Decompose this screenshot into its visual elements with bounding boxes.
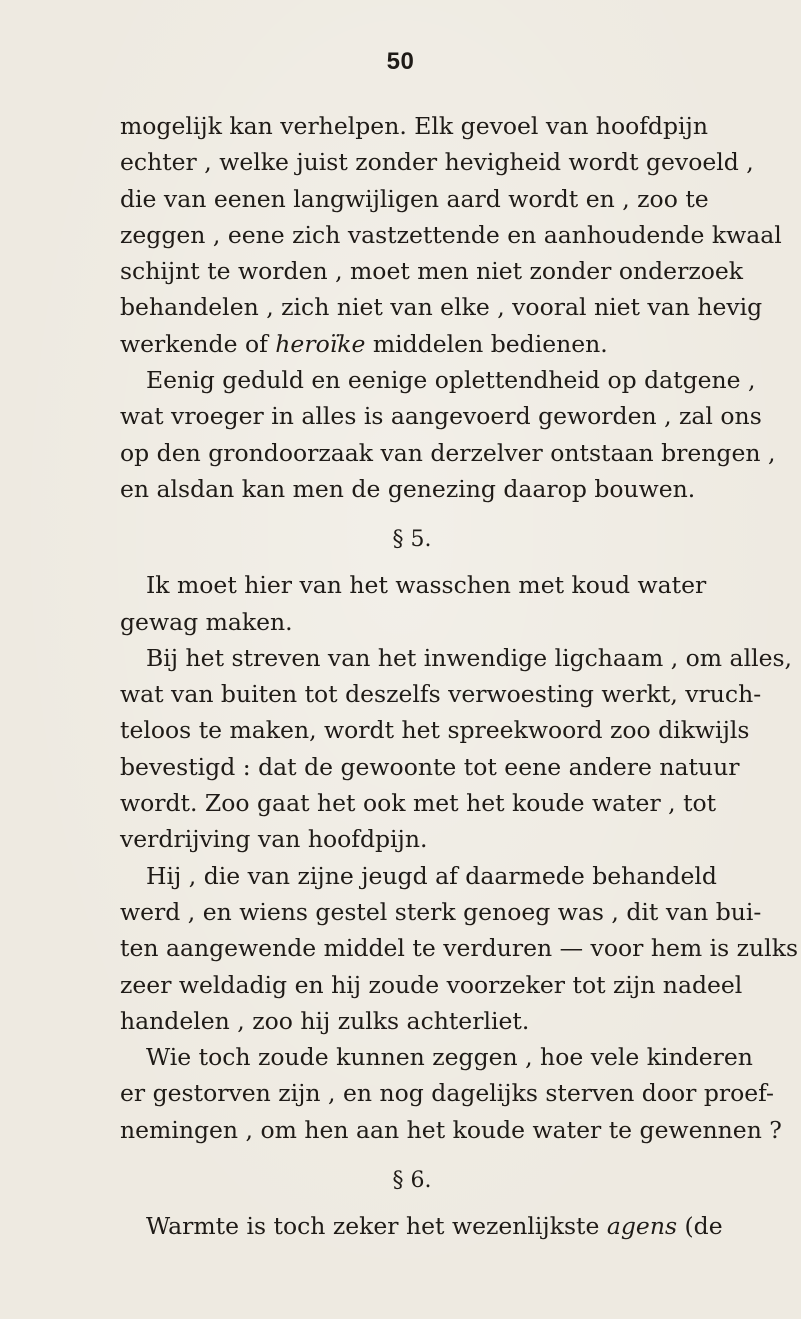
text-line: werd , en wiens gestel sterk genoeg was , dit van bui- — [120, 897, 762, 926]
paragraph-7 — [120, 1208, 723, 1244]
page-number: 50 — [386, 48, 415, 75]
text-line: verdrijving van hoofdpijn. — [120, 825, 428, 854]
text-line: Ik moet hier van het wasschen met koud water — [146, 571, 707, 600]
text-line: handelen , zoo hij zulks achterliet. — [120, 1006, 530, 1035]
text-line: Wie toch zoude kunnen zeggen , hoe vele kinderen — [146, 1043, 753, 1072]
text-run: middelen bedienen. — [372, 329, 608, 358]
italic-word: heroïke — [275, 329, 366, 358]
text-line: op den grondoorzaak van derzelver ontstaan brengen , — [120, 438, 776, 467]
text-line: wat van buiten tot deszelfs verwoesting werkt, vruch- — [120, 680, 762, 709]
paragraph-6 — [120, 1039, 782, 1148]
text-line: er gestorven zijn , en nog dagelijks sterven door proef- — [120, 1079, 774, 1108]
text-line — [120, 1208, 723, 1244]
text-run: (de — [684, 1212, 723, 1241]
text-run: Warmte is toch zeker het wezenlijkste — [146, 1212, 600, 1241]
text-run: werkende of — [120, 329, 268, 358]
text-line: wordt. Zoo gaat het ook met het koude water , tot — [120, 789, 717, 818]
text-line: die van eenen langwijligen aard wordt en , zoo te — [120, 184, 709, 213]
text-line: echter , welke juist zonder hevigheid wordt gevoeld , — [120, 148, 754, 177]
italic-word: agens — [606, 1212, 678, 1241]
paragraph-4 — [120, 640, 793, 858]
body-text — [120, 108, 799, 1244]
text-line: wat vroeger in alles is aangevoerd geworden , zal ons — [120, 402, 762, 431]
text-line: ten aangewende middel te verduren — voor hem is zulks — [120, 934, 799, 963]
paragraph-5 — [120, 858, 799, 1039]
text-line: en alsdan kan men de genezing daarop bouwen. — [120, 474, 696, 503]
text-line — [120, 326, 680, 362]
text-line: schijnt te worden , moet men niet zonder onderzoek — [120, 257, 744, 286]
section-heading-6: § 6. — [392, 1168, 432, 1194]
text-line: Hij , die van zijne jeugd af daarmede behandeld — [146, 861, 717, 890]
section-heading-5: § 5. — [392, 527, 432, 553]
paragraph-1 — [120, 108, 782, 362]
paragraph-2 — [120, 362, 776, 507]
text-line: mogelijk kan verhelpen. Elk gevoel van hoofdpijn — [120, 112, 708, 140]
paragraph-3 — [120, 567, 707, 640]
text-line: behandelen , zich niet van elke , vooral niet van hevig — [120, 293, 763, 322]
text-line: zeggen , eene zich vastzettende en aanhoudende kwaal — [120, 220, 782, 249]
text-line: gewag maken. — [120, 607, 293, 636]
text-line: Bij het streven van het inwendige ligchaam , om alles, — [146, 643, 793, 672]
text-line: bevestigd : dat de gewoonte tot eene andere natuur — [120, 752, 740, 781]
text-line: teloos te maken, wordt het spreekwoord zoo dikwijls — [120, 716, 750, 745]
text-line: Eenig geduld en eenige oplettendheid op datgene , — [146, 366, 756, 395]
text-line: zeer weldadig en hij zoude voorzeker tot zijn nadeel — [120, 970, 743, 999]
text-line: nemingen , om hen aan het koude water te gewennen ? — [120, 1115, 782, 1144]
